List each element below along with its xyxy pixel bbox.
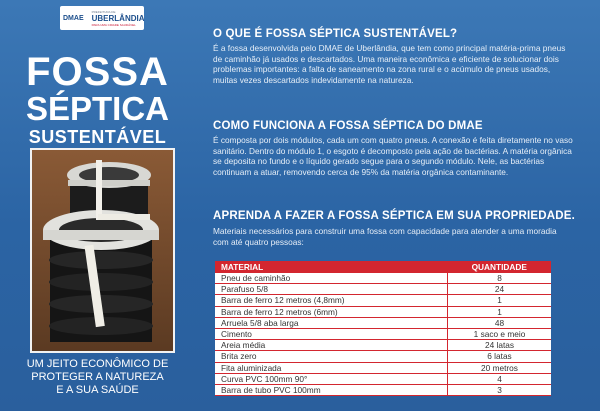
- material-cell: Cimento: [215, 328, 448, 339]
- quantity-cell: 24: [448, 284, 552, 295]
- material-cell: Barra de ferro 12 metros (4,8mm): [215, 295, 448, 306]
- section-text-learn-to-build: Materiais necessários para construir uma fossa com capacidade para atender a uma moradia com até quatro pessoas:: [213, 226, 557, 247]
- table-row: [215, 317, 551, 328]
- logo-city-block: [92, 10, 145, 27]
- section-text-how-it-works: É composta por dois módulos, cada um com quatro pneus. A conexão é feita diretamente no vaso sanitário. Dentro do módulo 1, o esgoto é decomposto pela ação de bactérias. A matéria orgânica se deposita no fundo e o líquido gerado segue para o segundo módulo. Nele, as bactérias continuam a atuar, removendo cerca de 95% da matéria orgânica contaminante.: [213, 135, 573, 177]
- slogan-line-1: UM JEITO ECONÔMICO DE: [26, 358, 169, 370]
- materials-table: [215, 261, 551, 396]
- column-header-material: MATERIAL: [215, 261, 448, 273]
- slogan-line-3: E A SUA SAÚDE: [56, 384, 139, 396]
- table-row: [215, 306, 551, 317]
- table-row: [215, 373, 551, 384]
- material-cell: Areia média: [215, 340, 448, 351]
- table-row: [215, 273, 551, 284]
- material-cell: Curva PVC 100mm 90°: [215, 373, 448, 384]
- table-row: [215, 340, 551, 351]
- quantity-cell: 3: [448, 384, 552, 395]
- table-row: [215, 295, 551, 306]
- material-cell: Barra de ferro 12 metros (6mm): [215, 306, 448, 317]
- material-cell: Pneu de caminhão: [215, 273, 448, 284]
- septic-tank-photo: [30, 148, 175, 353]
- quantity-cell: 4: [448, 373, 552, 384]
- logo-small-text: PREFEITURA DE: [91, 9, 116, 14]
- logo: [60, 6, 144, 30]
- slogan: [0, 358, 195, 397]
- material-cell: Parafuso 5/8: [215, 284, 448, 295]
- quantity-cell: 24 latas: [448, 340, 552, 351]
- logo-tagline: PARA UMA CIDADE SAUDÁVEL: [91, 22, 136, 27]
- material-cell: Barra de tubo PVC 100mm: [215, 384, 448, 395]
- table-row: [215, 384, 551, 395]
- column-header-quantity: QUANTIDADE: [448, 261, 552, 273]
- table-row: [215, 284, 551, 295]
- tire-stack-illustration: [32, 150, 173, 351]
- title-sustentavel: SUSTENTÁVEL: [28, 127, 167, 147]
- table-row: [215, 328, 551, 339]
- quantity-cell: 20 metros: [448, 362, 552, 373]
- quantity-cell: 6 latas: [448, 351, 552, 362]
- quantity-cell: 1: [448, 306, 552, 317]
- table-row: [215, 351, 551, 362]
- section-title-learn-to-build: APRENDA A FAZER A FOSSA SÉPTICA EM SUA PROPRIEDADE.: [213, 210, 576, 222]
- logo-city-name: UBERLÂNDIA: [91, 13, 145, 23]
- section-title-how-it-works: COMO FUNCIONA A FOSSA SÉPTICA DO DMAE: [213, 120, 483, 132]
- quantity-cell: 48: [448, 317, 552, 328]
- material-cell: Arruela 5/8 aba larga: [215, 317, 448, 328]
- slogan-line-2: PROTEGER A NATUREZA: [31, 371, 164, 383]
- quantity-cell: 8: [448, 273, 552, 284]
- quantity-cell: 1: [448, 295, 552, 306]
- table-header-row: [215, 261, 551, 273]
- quantity-cell: 1 saco e meio: [448, 328, 552, 339]
- right-panel: [213, 0, 593, 411]
- logo-dmae: DMAE: [63, 14, 84, 22]
- section-text-what-is: É a fossa desenvolvida pelo DMAE de Uberlândia, que tem como principal matéria-prima pneus de caminhão já usados e descartados. Uma maneira econômica e eficiente de solucionar dois problemas importantes: a falta de saneamento na zona rural e o acúmulo de pneus usados, muitas vezes descartados indevidamente na natureza.: [213, 43, 566, 85]
- material-cell: Brita zero: [215, 351, 448, 362]
- title-fossa: FOSSA: [26, 50, 169, 94]
- title-septica: SÉPTICA: [25, 90, 170, 127]
- section-title-what-is: O QUE É FOSSA SÉPTICA SUSTENTÁVEL?: [213, 28, 458, 40]
- left-panel: [0, 0, 195, 411]
- table-row: [215, 362, 551, 373]
- material-cell: Fita aluminizada: [215, 362, 448, 373]
